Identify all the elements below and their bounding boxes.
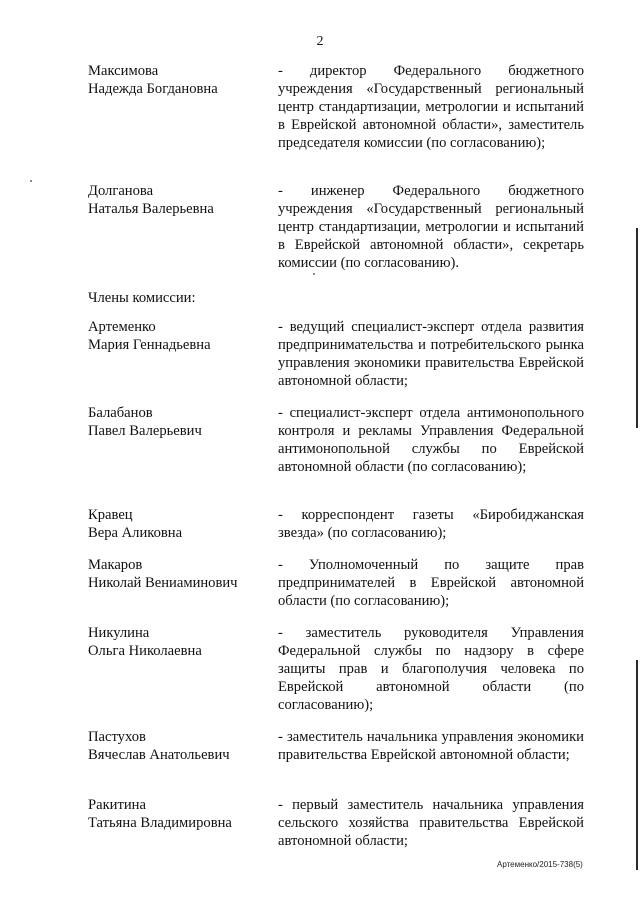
scan-edge-line — [636, 660, 638, 870]
member-surname: Долганова — [88, 183, 154, 199]
member-name — [88, 728, 268, 764]
member-role: - директор Федерального бюджетного учреждения «Государственный региональный центр стандартизации, метрологии и испытаний в Еврейской автономной области», заместитель председателя комиссии (по согласованию); — [278, 63, 584, 151]
member-role: - Уполномоченный по защите прав предпринимателей в Еврейской автономной области (по согласованию); — [278, 557, 584, 609]
member-name — [88, 624, 268, 660]
member-surname: Кравец — [88, 507, 133, 523]
member-role: - заместитель руководителя Управления Федеральной службы по надзору в сфере защиты прав и благополучия человека по Еврейской автономной области (по согласованию); — [278, 625, 584, 713]
member-surname: Максимова — [88, 63, 159, 79]
member-role: - ведущий специалист-эксперт отдела развития предпринимательства и потребительского рынка управления экономики правительства Еврейской автономной области; — [278, 319, 584, 389]
member-name — [88, 182, 268, 218]
member-surname: Артеменко — [88, 319, 156, 335]
member-given-names: Николай Вениаминович — [88, 575, 238, 591]
member-given-names: Наталья Валерьевна — [88, 201, 214, 217]
scan-edge-line — [636, 228, 638, 428]
member-role: - корреспондент газеты «Биробиджанская звезда» (по согласованию); — [278, 507, 584, 541]
member-role: - первый заместитель начальника управления сельского хозяйства правительства Еврейской автономной области; — [278, 797, 584, 849]
member-surname: Ракитина — [88, 797, 146, 813]
member-surname: Пастухов — [88, 729, 146, 745]
member-given-names: Вячеслав Анатольевич — [88, 747, 230, 763]
member-given-names: Мария Геннадьевна — [88, 337, 211, 353]
member-given-names: Ольга Николаевна — [88, 643, 202, 659]
member-given-names: Татьяна Владимировна — [88, 815, 232, 831]
document-reference: Артеменко/2015-738(5) — [497, 860, 583, 869]
member-name — [88, 556, 268, 592]
scan-speck — [313, 273, 315, 275]
member-given-names: Павел Валерьевич — [88, 423, 202, 439]
member-name — [88, 796, 268, 832]
page-number: 2 — [316, 34, 324, 49]
member-role: - специалист-эксперт отдела антимонопольного контроля и рекламы Управления Федеральной антимонопольной службы по Еврейской автономной области (по согласованию); — [278, 405, 584, 475]
member-surname: Никулина — [88, 625, 150, 641]
member-surname: Макаров — [88, 557, 143, 573]
member-name — [88, 62, 268, 98]
scan-speck — [30, 180, 32, 182]
member-name — [88, 404, 268, 440]
member-name — [88, 506, 268, 542]
member-name — [88, 318, 268, 354]
member-given-names: Надежда Богдановна — [88, 81, 218, 97]
members-heading: Члены комиссии: — [88, 290, 196, 306]
member-role: - инженер Федерального бюджетного учреждения «Государственный региональный центр стандартизации, метрологии и испытаний в Еврейской автономной области», секретарь комиссии (по согласованию). — [278, 183, 584, 271]
member-surname: Балабанов — [88, 405, 153, 421]
member-role: - заместитель начальника управления экономики правительства Еврейской автономной области; — [278, 729, 584, 763]
member-given-names: Вера Аликовна — [88, 525, 183, 541]
